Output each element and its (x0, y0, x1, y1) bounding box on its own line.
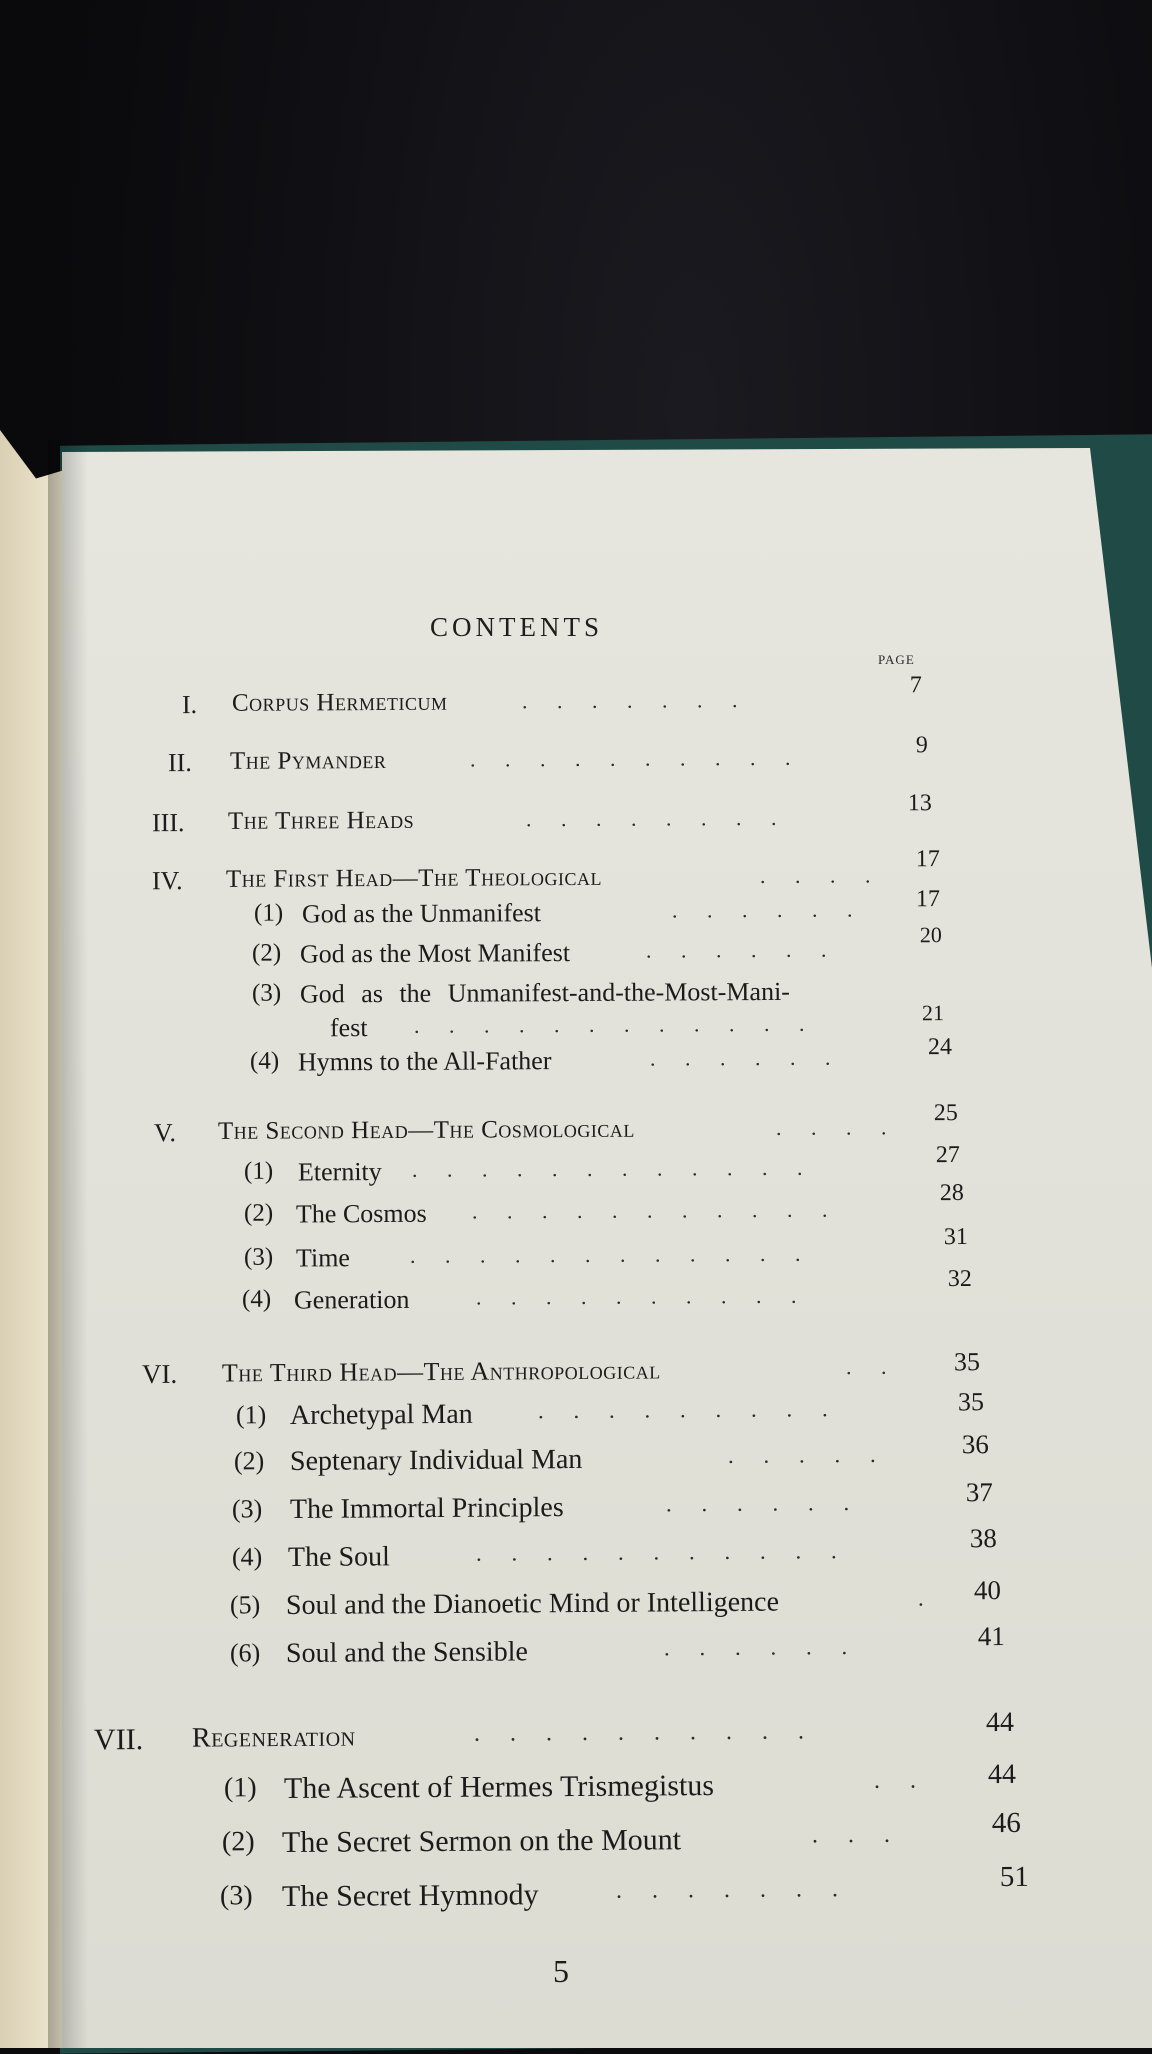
section-title: The Immortal Principles (289, 1492, 564, 1525)
section-title: The Secret Hymnody (281, 1878, 539, 1914)
toc-section-6-6 (0, 1621, 1152, 1680)
section-page: 40 (973, 1575, 1001, 1606)
dot-leader: . . . . . . . . . . (475, 1282, 809, 1310)
dot-leader: . . . . . . (663, 1634, 860, 1661)
section-title: The Cosmos (295, 1198, 427, 1229)
toc-section-5-2 (0, 1179, 1152, 1241)
section-number: (2) (221, 1826, 255, 1858)
dot-leader: . . . . . . . (521, 687, 750, 714)
toc-section-4-4 (0, 1034, 1152, 1089)
dot-leader: . . . . . . (645, 936, 839, 963)
dot-leader: . . (873, 1767, 929, 1794)
chapter-page: 9 (915, 732, 928, 759)
section-page: 35 (957, 1387, 984, 1417)
dot-leader: . . . . . . . . . . . . (409, 1240, 813, 1268)
dot-leader: . . . . . . . . . (537, 1396, 840, 1424)
chapter-page: 13 (907, 790, 932, 817)
section-title: God as the Unmanifest (301, 898, 542, 929)
section-title-continued: fest (329, 1013, 368, 1043)
section-number: (5) (229, 1590, 261, 1620)
chapter-title: The First Head—The Theological (225, 863, 603, 893)
dot-leader: . . . . (775, 1114, 899, 1140)
section-page: 46 (991, 1806, 1021, 1840)
chapter-numeral: III. (151, 808, 185, 838)
chapter-page: 17 (915, 846, 940, 873)
section-number: (3) (251, 979, 282, 1007)
chapter-page: 35 (953, 1347, 981, 1377)
section-page: 20 (919, 922, 942, 948)
section-page: 38 (969, 1523, 997, 1554)
dot-leader: . . . (811, 1821, 903, 1849)
toc-section-5-4 (0, 1265, 1152, 1327)
dot-leader: . . . . . . . (615, 1876, 851, 1904)
section-title: Hymns to the All-Father (297, 1046, 552, 1077)
section-number: (1) (223, 1772, 257, 1804)
section-page: 51 (999, 1860, 1029, 1894)
section-number: (6) (229, 1638, 261, 1668)
toc-section-4-1 (0, 886, 1152, 941)
section-title: The Soul (287, 1541, 390, 1574)
section-number: (2) (233, 1446, 265, 1476)
section-page: 17 (915, 886, 940, 913)
section-title: God as the Most Manifest (299, 938, 571, 969)
page-column-label: PAGE (878, 652, 915, 667)
section-page: 36 (961, 1429, 989, 1460)
section-title: Generation (293, 1284, 410, 1315)
dot-leader: . . . . . . . . . . . (475, 1538, 849, 1566)
chapter-page: 7 (909, 672, 922, 699)
section-page: 32 (947, 1265, 972, 1293)
chapter-title: The Pymander (229, 746, 387, 775)
section-title: Archetypal Man (289, 1398, 473, 1431)
section-number: (2) (251, 939, 282, 967)
section-page: 44 (987, 1758, 1017, 1791)
section-title: Soul and the Sensible (285, 1636, 528, 1670)
dot-leader: . . . . . . . . . . . . (413, 1010, 817, 1038)
toc-chapter-5 (0, 1100, 1152, 1159)
section-number: (2) (243, 1199, 274, 1227)
section-page: 37 (965, 1477, 993, 1508)
toc-section-5-3 (0, 1223, 1152, 1285)
dot-leader: . . (845, 1353, 899, 1380)
chapter-numeral: VI. (141, 1358, 178, 1390)
section-page: 28 (939, 1179, 964, 1207)
section-title: Soul and the Dianoetic Mind or Intelligence (285, 1586, 780, 1622)
toc-section-5-1 (0, 1141, 1152, 1199)
chapter-title: The Third Head—The Anthropological (221, 1355, 661, 1388)
toc-chapter-2 (0, 732, 1152, 789)
dot-leader: . . . . . . . . . . (473, 1718, 817, 1747)
chapter-numeral: II. (167, 748, 192, 778)
section-page: 24 (927, 1034, 952, 1061)
section-page: 31 (943, 1223, 968, 1251)
section-title: The Secret Sermon on the Mount (281, 1823, 682, 1860)
section-title: The Ascent of Hermes Trismegistus (283, 1769, 715, 1806)
dot-leader: . . . . . (727, 1441, 888, 1468)
contents-heading: CONTENTS (430, 612, 603, 642)
toc-chapter-1 (0, 672, 1152, 731)
toc-section-7-2 (0, 1806, 1152, 1868)
section-number: (1) (243, 1157, 274, 1185)
dot-leader: . . . . . . . . . . (469, 744, 803, 772)
chapter-numeral: VII. (93, 1723, 144, 1757)
chapter-title: Corpus Hermeticum (231, 688, 448, 717)
toc-section-4-2 (0, 922, 1152, 981)
chapter-page: 44 (985, 1706, 1014, 1739)
dot-leader: . . . . (759, 862, 883, 889)
chapter-page: 25 (933, 1100, 958, 1127)
chapter-title: The Three Heads (227, 806, 415, 835)
chapter-title: The Second Head—The Cosmological (217, 1115, 635, 1145)
toc-chapter-3 (0, 790, 1152, 849)
chapter-numeral: V. (153, 1118, 176, 1148)
section-title: Time (295, 1243, 351, 1273)
dot-leader: . . . . . . (671, 896, 865, 923)
section-number: (3) (231, 1494, 263, 1524)
section-number: (1) (235, 1400, 267, 1430)
section-number: (3) (243, 1243, 274, 1271)
chapter-title: Regeneration (191, 1721, 356, 1754)
chapter-numeral: IV. (151, 866, 183, 896)
section-number: (4) (241, 1285, 272, 1313)
chapter-numeral: I. (181, 689, 198, 720)
toc-section-7-3 (0, 1860, 1152, 1922)
page-number: 5 (553, 1953, 569, 1989)
section-page: 41 (977, 1621, 1005, 1652)
section-title: God as the Unmanifest-and-the-Most-Mani- (299, 976, 790, 1009)
dot-leader: . . . . . . . . . . . (471, 1196, 840, 1224)
section-title: Septenary Individual Man (289, 1443, 583, 1477)
section-number: (1) (253, 899, 284, 927)
dot-leader: . (917, 1585, 936, 1611)
section-page: 27 (935, 1141, 960, 1169)
dot-leader: . . . . . . (649, 1044, 843, 1071)
section-title: Eternity (297, 1157, 382, 1187)
dot-leader: . . . . . . . . . . . . (411, 1154, 815, 1182)
section-page: 21 (921, 1000, 944, 1026)
toc-chapter-7 (0, 1706, 1152, 1764)
section-number: (4) (249, 1047, 280, 1075)
section-number: (4) (231, 1542, 263, 1572)
dot-leader: . . . . . . (665, 1490, 862, 1517)
section-number: (3) (219, 1880, 253, 1912)
dot-leader: . . . . . . . . (525, 804, 789, 832)
toc-section-7-1 (0, 1758, 1152, 1814)
